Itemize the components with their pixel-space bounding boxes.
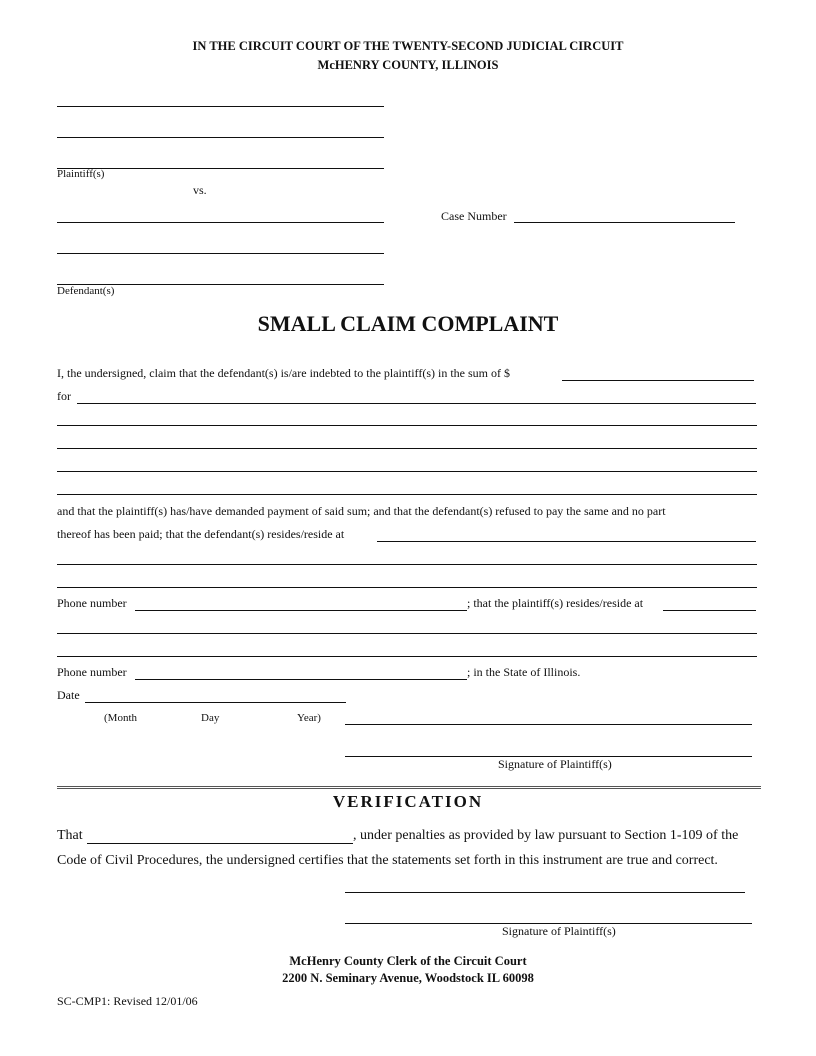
clerk-line: McHenry County Clerk of the Circuit Court <box>289 954 527 968</box>
for-label: for <box>57 389 71 403</box>
form-id: SC-CMP1: Revised 12/01/06 <box>57 994 198 1008</box>
defendant-line-2[interactable] <box>57 253 384 254</box>
county-heading: McHENRY COUNTY, ILLINOIS <box>317 58 499 72</box>
for-line-1[interactable] <box>77 403 756 404</box>
plaintiff-label: Plaintiff(s) <box>57 168 105 180</box>
defendant-phone-label: Phone number <box>57 596 127 610</box>
court-heading: IN THE CIRCUIT COURT OF THE TWENTY-SECOND JUDICIAL CIRCUIT <box>192 39 624 53</box>
signature-line-1[interactable] <box>345 724 752 725</box>
verification-that-label: That <box>57 828 83 843</box>
plaintiff-line-3[interactable] <box>57 168 384 169</box>
for-line-2[interactable] <box>57 425 757 426</box>
defendant-address-line-3[interactable] <box>57 587 757 588</box>
section-divider <box>57 786 761 789</box>
defendant-phone-field[interactable] <box>135 610 467 611</box>
verification-signature-line-1[interactable] <box>345 892 745 893</box>
verification-name-field[interactable] <box>87 843 353 844</box>
verification-text-2: Code of Civil Procedures, the undersigned certifies that the statements set forth in this instrument are true and correct. <box>57 853 718 868</box>
plaintiff-resides-text: ; that the plaintiff(s) resides/reside at <box>467 596 644 610</box>
plaintiff-phone-label: Phone number <box>57 665 127 679</box>
signature-label: Signature of Plaintiff(s) <box>498 757 612 771</box>
plaintiff-line-1[interactable] <box>57 106 384 107</box>
verification-heading: VERIFICATION <box>332 792 484 811</box>
defendant-address-line-1[interactable] <box>377 541 756 542</box>
demand-text: and that the plaintiff(s) has/have demanded payment of said sum; and that the defendant(s) refused to pay the same and no part <box>57 504 666 518</box>
month-label: (Month <box>104 712 137 724</box>
for-line-3[interactable] <box>57 448 757 449</box>
year-label: Year) <box>297 712 321 724</box>
document-title: SMALL CLAIM COMPLAINT <box>257 311 559 336</box>
defendant-line-1[interactable] <box>57 222 384 223</box>
state-text: ; in the State of Illinois. <box>467 665 581 679</box>
address-line: 2200 N. Seminary Avenue, Woodstock IL 60098 <box>282 971 534 985</box>
defendant-label: Defendant(s) <box>57 285 115 297</box>
day-label: Day <box>201 712 220 724</box>
date-label: Date <box>57 688 80 702</box>
plaintiff-address-line-3[interactable] <box>57 656 757 657</box>
vs-label: vs. <box>193 183 207 197</box>
verification-signature-label: Signature of Plaintiff(s) <box>502 924 616 938</box>
case-number-field[interactable] <box>514 222 735 223</box>
defendant-address-line-2[interactable] <box>57 564 757 565</box>
plaintiff-address-line-1[interactable] <box>663 610 756 611</box>
for-line-5[interactable] <box>57 494 757 495</box>
claim-text: I, the undersigned, claim that the defendant(s) is/are indebted to the plaintiff(s) in the sum of $ <box>57 366 510 380</box>
verification-text-1: , under penalties as provided by law pursuant to Section 1-109 of the <box>353 828 739 843</box>
defendant-resides-text: thereof has been paid; that the defendant(s) resides/reside at <box>57 527 345 541</box>
for-line-4[interactable] <box>57 471 757 472</box>
plaintiff-phone-field[interactable] <box>135 679 467 680</box>
case-number-label: Case Number <box>441 209 507 223</box>
plaintiff-address-line-2[interactable] <box>57 633 757 634</box>
claim-amount-field[interactable] <box>562 380 754 381</box>
plaintiff-line-2[interactable] <box>57 137 384 138</box>
date-field[interactable] <box>85 702 346 703</box>
